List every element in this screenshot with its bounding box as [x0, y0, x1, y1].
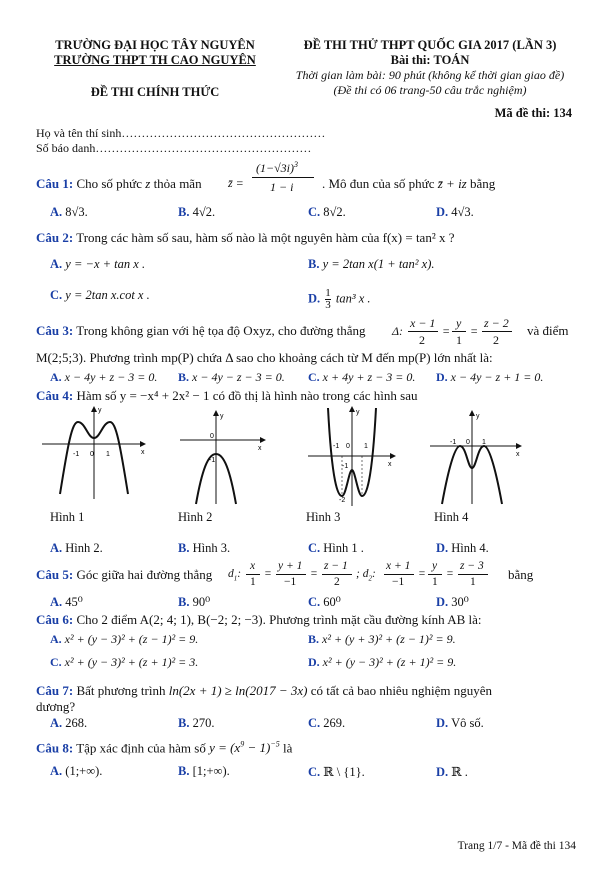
- graph-figure-2: [178, 410, 268, 506]
- q6-option-b[interactable]: B. x² + (y + 3)² + (z − 1)² = 9.: [308, 632, 456, 646]
- q3-option-b[interactable]: B. x − 4y − z − 3 = 0.: [178, 370, 285, 384]
- q2-option-b[interactable]: B. y = 2tan x(1 + tan² x).: [308, 257, 435, 271]
- page-count-note: (Đề thi có 06 trang-50 câu trắc nghiệm): [333, 83, 527, 97]
- q1-option-d[interactable]: D. 4√3.: [436, 205, 474, 219]
- exam-title: ĐỀ THI THỬ THPT QUỐC GIA 2017 (LẦN 3): [303, 38, 557, 52]
- q4-option-a[interactable]: A. Hình 2.: [50, 541, 103, 555]
- q7-option-b[interactable]: B. 270.: [178, 716, 215, 730]
- q5-option-c[interactable]: C. 60⁰: [308, 595, 341, 609]
- question-2: Câu 2: Trong các hàm số sau, hàm số nào là một nguyên hàm của f(x) = tan² x ?: [36, 230, 455, 245]
- question-1: Câu 1: Cho số phức z thỏa mãn: [36, 176, 202, 191]
- q7-option-a[interactable]: A. 268.: [50, 716, 88, 730]
- q1-option-b[interactable]: B. 4√2.: [178, 205, 216, 219]
- figure-1-caption: Hình 1: [50, 510, 85, 524]
- question-3: Câu 3: Trong không gian với hệ tọa độ Oxyz, cho đường thẳng: [36, 323, 366, 338]
- q5-option-b[interactable]: B. 90⁰: [178, 595, 211, 609]
- official-exam-label: ĐỀ THI CHÍNH THỨC: [90, 85, 220, 99]
- svg-text:-1: -1: [333, 443, 340, 450]
- q1-text-end: . Mô đun của số phức z̄ + iz bằng: [322, 176, 496, 191]
- svg-text:-1: -1: [209, 457, 216, 464]
- q4-option-d[interactable]: D. Hình 4.: [436, 541, 489, 555]
- svg-text:y: y: [476, 413, 480, 420]
- graph-figure-4: [428, 410, 528, 506]
- q2-option-a[interactable]: A. y = −x + tan x .: [50, 257, 146, 271]
- graph-figure-1: [40, 404, 150, 504]
- question-7: Câu 7: Bất phương trình ln(2x + 1) ≥ ln(2017 − 3x) có tất cả bao nhiêu nghiệm nguyên: [36, 683, 492, 698]
- q2-option-d[interactable]: D. $\frac{1}{3}$ tan³ x .: [308, 287, 371, 311]
- q3-text-c: M(2;5;3). Phương trình mp(P) chứa Δ sao cho khoảng cách từ M đến mp(P) lớn nhất là:: [36, 350, 493, 365]
- figure-4-caption: Hình 4: [434, 510, 469, 524]
- svg-text:-1: -1: [342, 463, 349, 470]
- duration: Thời gian làm bài: 90 phút (không kể thời gian giao đề): [295, 68, 565, 82]
- q8-option-c[interactable]: C. ℝ \ {1}.: [308, 765, 365, 779]
- q7-option-c[interactable]: C. 269.: [308, 716, 346, 730]
- question-6: Câu 6: Cho 2 điểm A(2; 4; 1), B(−2; 2; −3). Phương trình mặt cầu đường kính AB là:: [36, 612, 482, 627]
- svg-text:1: 1: [364, 443, 368, 450]
- svg-text:0: 0: [210, 433, 214, 440]
- svg-text:-2: -2: [339, 497, 346, 504]
- svg-text:1: 1: [482, 439, 486, 446]
- q8-option-d[interactable]: D. ℝ .: [436, 765, 468, 779]
- q3-option-c[interactable]: C. x + 4y + z − 3 = 0.: [308, 370, 416, 384]
- page-footer: Trang 1/7 - Mã đề thi 134: [457, 840, 576, 852]
- school-name: TRƯỜNG ĐẠI HỌC TÂY NGUYÊN: [55, 38, 255, 52]
- svg-text:1: 1: [106, 451, 110, 458]
- q1-option-a[interactable]: A. 8√3.: [50, 205, 88, 219]
- q3-text-b: và điểm: [527, 323, 569, 338]
- candidate-id-line: Số báo danh………………………………………………: [36, 141, 312, 155]
- q6-option-c[interactable]: C. x² + (y − 3)² + (z + 1)² = 3.: [50, 655, 199, 669]
- subject: Bài thi: TOÁN: [390, 53, 470, 67]
- q2-option-c[interactable]: C. y = 2tan x.cot x .: [50, 288, 150, 302]
- svg-text:x: x: [516, 451, 520, 458]
- candidate-name-line: Họ và tên thí sinh……………………………………………: [36, 126, 326, 140]
- q6-option-d[interactable]: D. x² + (y − 3)² + (z + 1)² = 9.: [308, 655, 457, 669]
- q7-text-c: dương?: [36, 699, 76, 714]
- school-subname: TRƯỜNG THPT TH CAO NGUYÊN: [54, 53, 256, 67]
- q6-option-a[interactable]: A. x² + (y − 3)² + (z − 1)² = 9.: [50, 632, 199, 646]
- svg-text:0: 0: [90, 451, 94, 458]
- figure-2-caption: Hình 2: [178, 510, 213, 524]
- svg-text:y: y: [220, 413, 224, 420]
- graph-figure-3: [306, 404, 398, 508]
- svg-text:-1: -1: [73, 451, 80, 458]
- q3-option-a[interactable]: A. x − 4y + z − 3 = 0.: [50, 370, 158, 384]
- q7-option-d[interactable]: D. Vô số.: [436, 716, 484, 730]
- svg-text:0: 0: [346, 443, 350, 450]
- svg-text:y: y: [356, 409, 360, 416]
- question-4: Câu 4: Hàm số y = −x⁴ + 2x² − 1 có đồ thị là hình nào trong các hình sau: [36, 388, 418, 403]
- svg-text:0: 0: [466, 439, 470, 446]
- q8-option-b[interactable]: B. [1;+∞).: [178, 764, 230, 778]
- q3-option-d[interactable]: D. x − 4y − z + 1 = 0.: [436, 370, 544, 384]
- question-5: Câu 5: Góc giữa hai đường thẳng: [36, 567, 213, 582]
- q4-option-c[interactable]: C. Hình 1 .: [308, 541, 364, 555]
- q5-option-d[interactable]: D. 30⁰: [436, 595, 469, 609]
- q5-option-a[interactable]: A. 45⁰: [50, 595, 83, 609]
- q1-option-c[interactable]: C. 8√2.: [308, 205, 346, 219]
- svg-text:y: y: [98, 407, 102, 414]
- svg-text:x: x: [388, 461, 392, 468]
- figure-3-caption: Hình 3: [306, 510, 341, 524]
- svg-text:x: x: [258, 445, 262, 452]
- exam-code: Mã đề thi: 134: [494, 106, 572, 120]
- svg-text:x: x: [141, 449, 145, 456]
- svg-text:-1: -1: [450, 439, 457, 446]
- q4-option-b[interactable]: B. Hình 3.: [178, 541, 231, 555]
- q8-option-a[interactable]: A. (1;+∞).: [50, 764, 103, 778]
- question-8: Câu 8: Tập xác định của hàm số $y = (x^9 - 1)^{-5}$ là: [36, 740, 293, 756]
- q5-text-b: bằng: [508, 567, 534, 582]
